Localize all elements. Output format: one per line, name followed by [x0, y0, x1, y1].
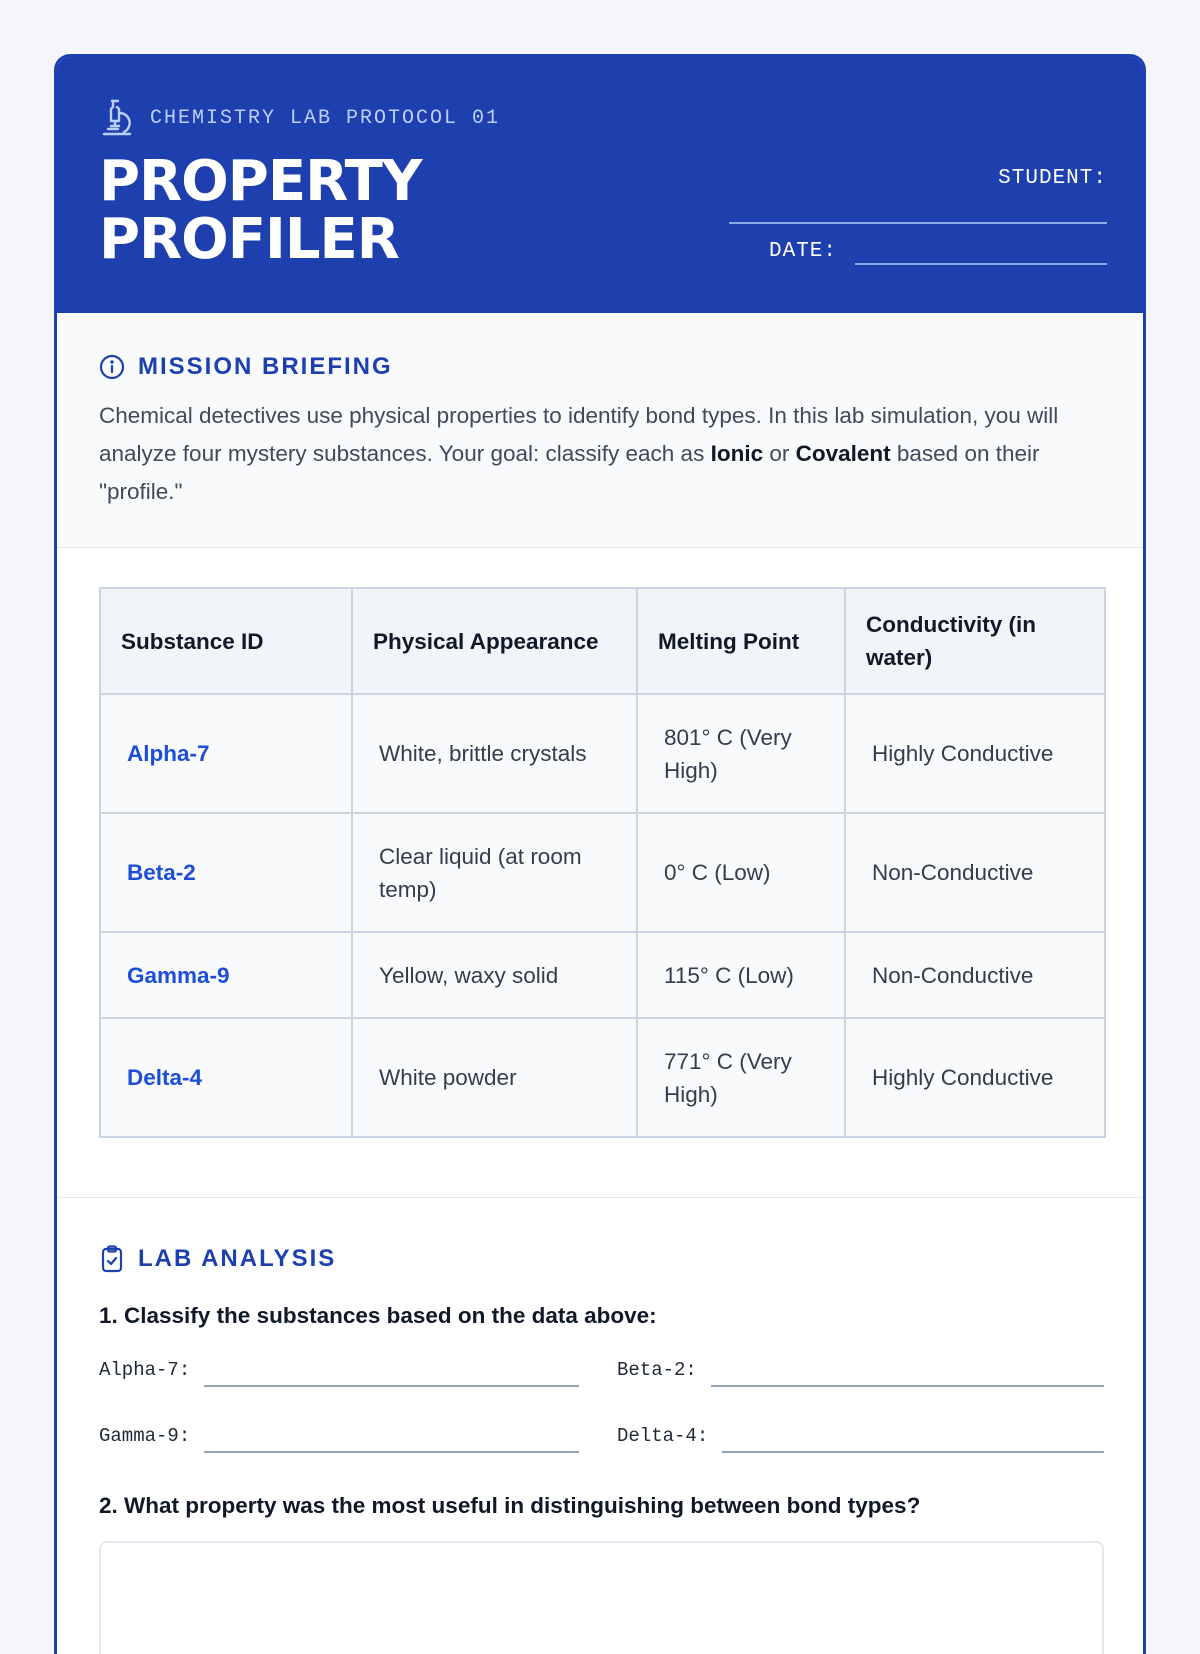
substance-id: Beta-2 — [100, 813, 352, 932]
header-melting-point: Melting Point — [637, 588, 845, 694]
briefing-text — [99, 397, 1099, 511]
analysis-heading — [99, 1245, 336, 1273]
alpha-answer-line[interactable] — [204, 1355, 579, 1387]
covalent-term: Covalent — [795, 441, 891, 466]
worksheet-card — [54, 54, 1146, 1654]
appearance-cell: Clear liquid (at room temp) — [352, 813, 637, 932]
briefing-text-part-1: Chemical detectives use physical properties to identify bond types. In this lab simulation, you will analyze four mystery substances. Your goal: classify each as — [99, 403, 1059, 466]
header-banner — [57, 57, 1146, 313]
conductivity-cell: Highly Conductive — [845, 694, 1105, 813]
briefing-title: MISSION BRIEFING — [138, 353, 393, 380]
melting-point-cell: 0° C (Low) — [637, 813, 845, 932]
protocol-tag — [100, 99, 500, 137]
info-circle-icon — [99, 354, 125, 380]
briefing-heading — [99, 353, 393, 381]
alpha-answer-field[interactable] — [99, 1355, 579, 1387]
gamma-answer-label: Gamma-9: — [99, 1425, 191, 1447]
page-title — [99, 149, 619, 272]
header-conductivity: Conductivity (in water) — [845, 588, 1105, 694]
clipboard-check-icon — [99, 1245, 125, 1273]
melting-point-cell: 801° C (Very High) — [637, 694, 845, 813]
melting-point-cell: 115° C (Low) — [637, 932, 845, 1018]
question-1: 1. Classify the substances based on the data above: — [99, 1303, 657, 1328]
conductivity-cell: Non-Conductive — [845, 813, 1105, 932]
table-header-row — [100, 588, 1105, 694]
header-physical-appearance: Physical Appearance — [352, 588, 637, 694]
delta-answer-line[interactable] — [722, 1421, 1104, 1453]
appearance-cell: White powder — [352, 1018, 637, 1137]
substance-id: Alpha-7 — [100, 694, 352, 813]
table-row — [100, 932, 1105, 1018]
appearance-cell: Yellow, waxy solid — [352, 932, 637, 1018]
table-row — [100, 1018, 1105, 1137]
student-name-field[interactable] — [729, 222, 1107, 224]
substance-id: Delta-4 — [100, 1018, 352, 1137]
beta-answer-line[interactable] — [711, 1355, 1104, 1387]
protocol-label: CHEMISTRY LAB PROTOCOL 01 — [150, 106, 501, 130]
table-row — [100, 694, 1105, 813]
section-divider — [57, 1197, 1146, 1198]
appearance-cell: White, brittle crystals — [352, 694, 637, 813]
conductivity-cell: Non-Conductive — [845, 932, 1105, 1018]
question-2: 2. What property was the most useful in distinguishing between bond types? — [99, 1493, 921, 1518]
date-field[interactable] — [855, 263, 1107, 265]
briefing-or: or — [763, 441, 796, 466]
title-line-2: PROFILER — [99, 207, 399, 272]
question-2-answer-box[interactable] — [99, 1541, 1104, 1654]
date-label: DATE: — [769, 240, 838, 263]
gamma-answer-line[interactable] — [204, 1421, 579, 1453]
analysis-title: LAB ANALYSIS — [138, 1245, 337, 1272]
mission-briefing-section — [57, 313, 1146, 548]
beta-answer-label: Beta-2: — [617, 1359, 697, 1381]
substance-id: Gamma-9 — [100, 932, 352, 1018]
melting-point-cell: 771° C (Very High) — [637, 1018, 845, 1137]
student-label: STUDENT: — [998, 167, 1107, 190]
beta-answer-field[interactable] — [617, 1355, 1104, 1387]
table-row — [100, 813, 1105, 932]
gamma-answer-field[interactable] — [99, 1421, 579, 1453]
briefing-text-part-2: based on their "profile." — [99, 441, 1040, 504]
substance-table-wrap — [99, 587, 1104, 1138]
delta-answer-label: Delta-4: — [617, 1425, 709, 1447]
microscope-icon — [100, 99, 136, 137]
title-line-1: PROPERTY — [99, 149, 422, 214]
alpha-answer-label: Alpha-7: — [99, 1359, 191, 1381]
delta-answer-field[interactable] — [617, 1421, 1104, 1453]
substance-table — [99, 587, 1106, 1138]
conductivity-cell: Highly Conductive — [845, 1018, 1105, 1137]
ionic-term: Ionic — [710, 441, 764, 466]
header-substance-id: Substance ID — [100, 588, 352, 694]
